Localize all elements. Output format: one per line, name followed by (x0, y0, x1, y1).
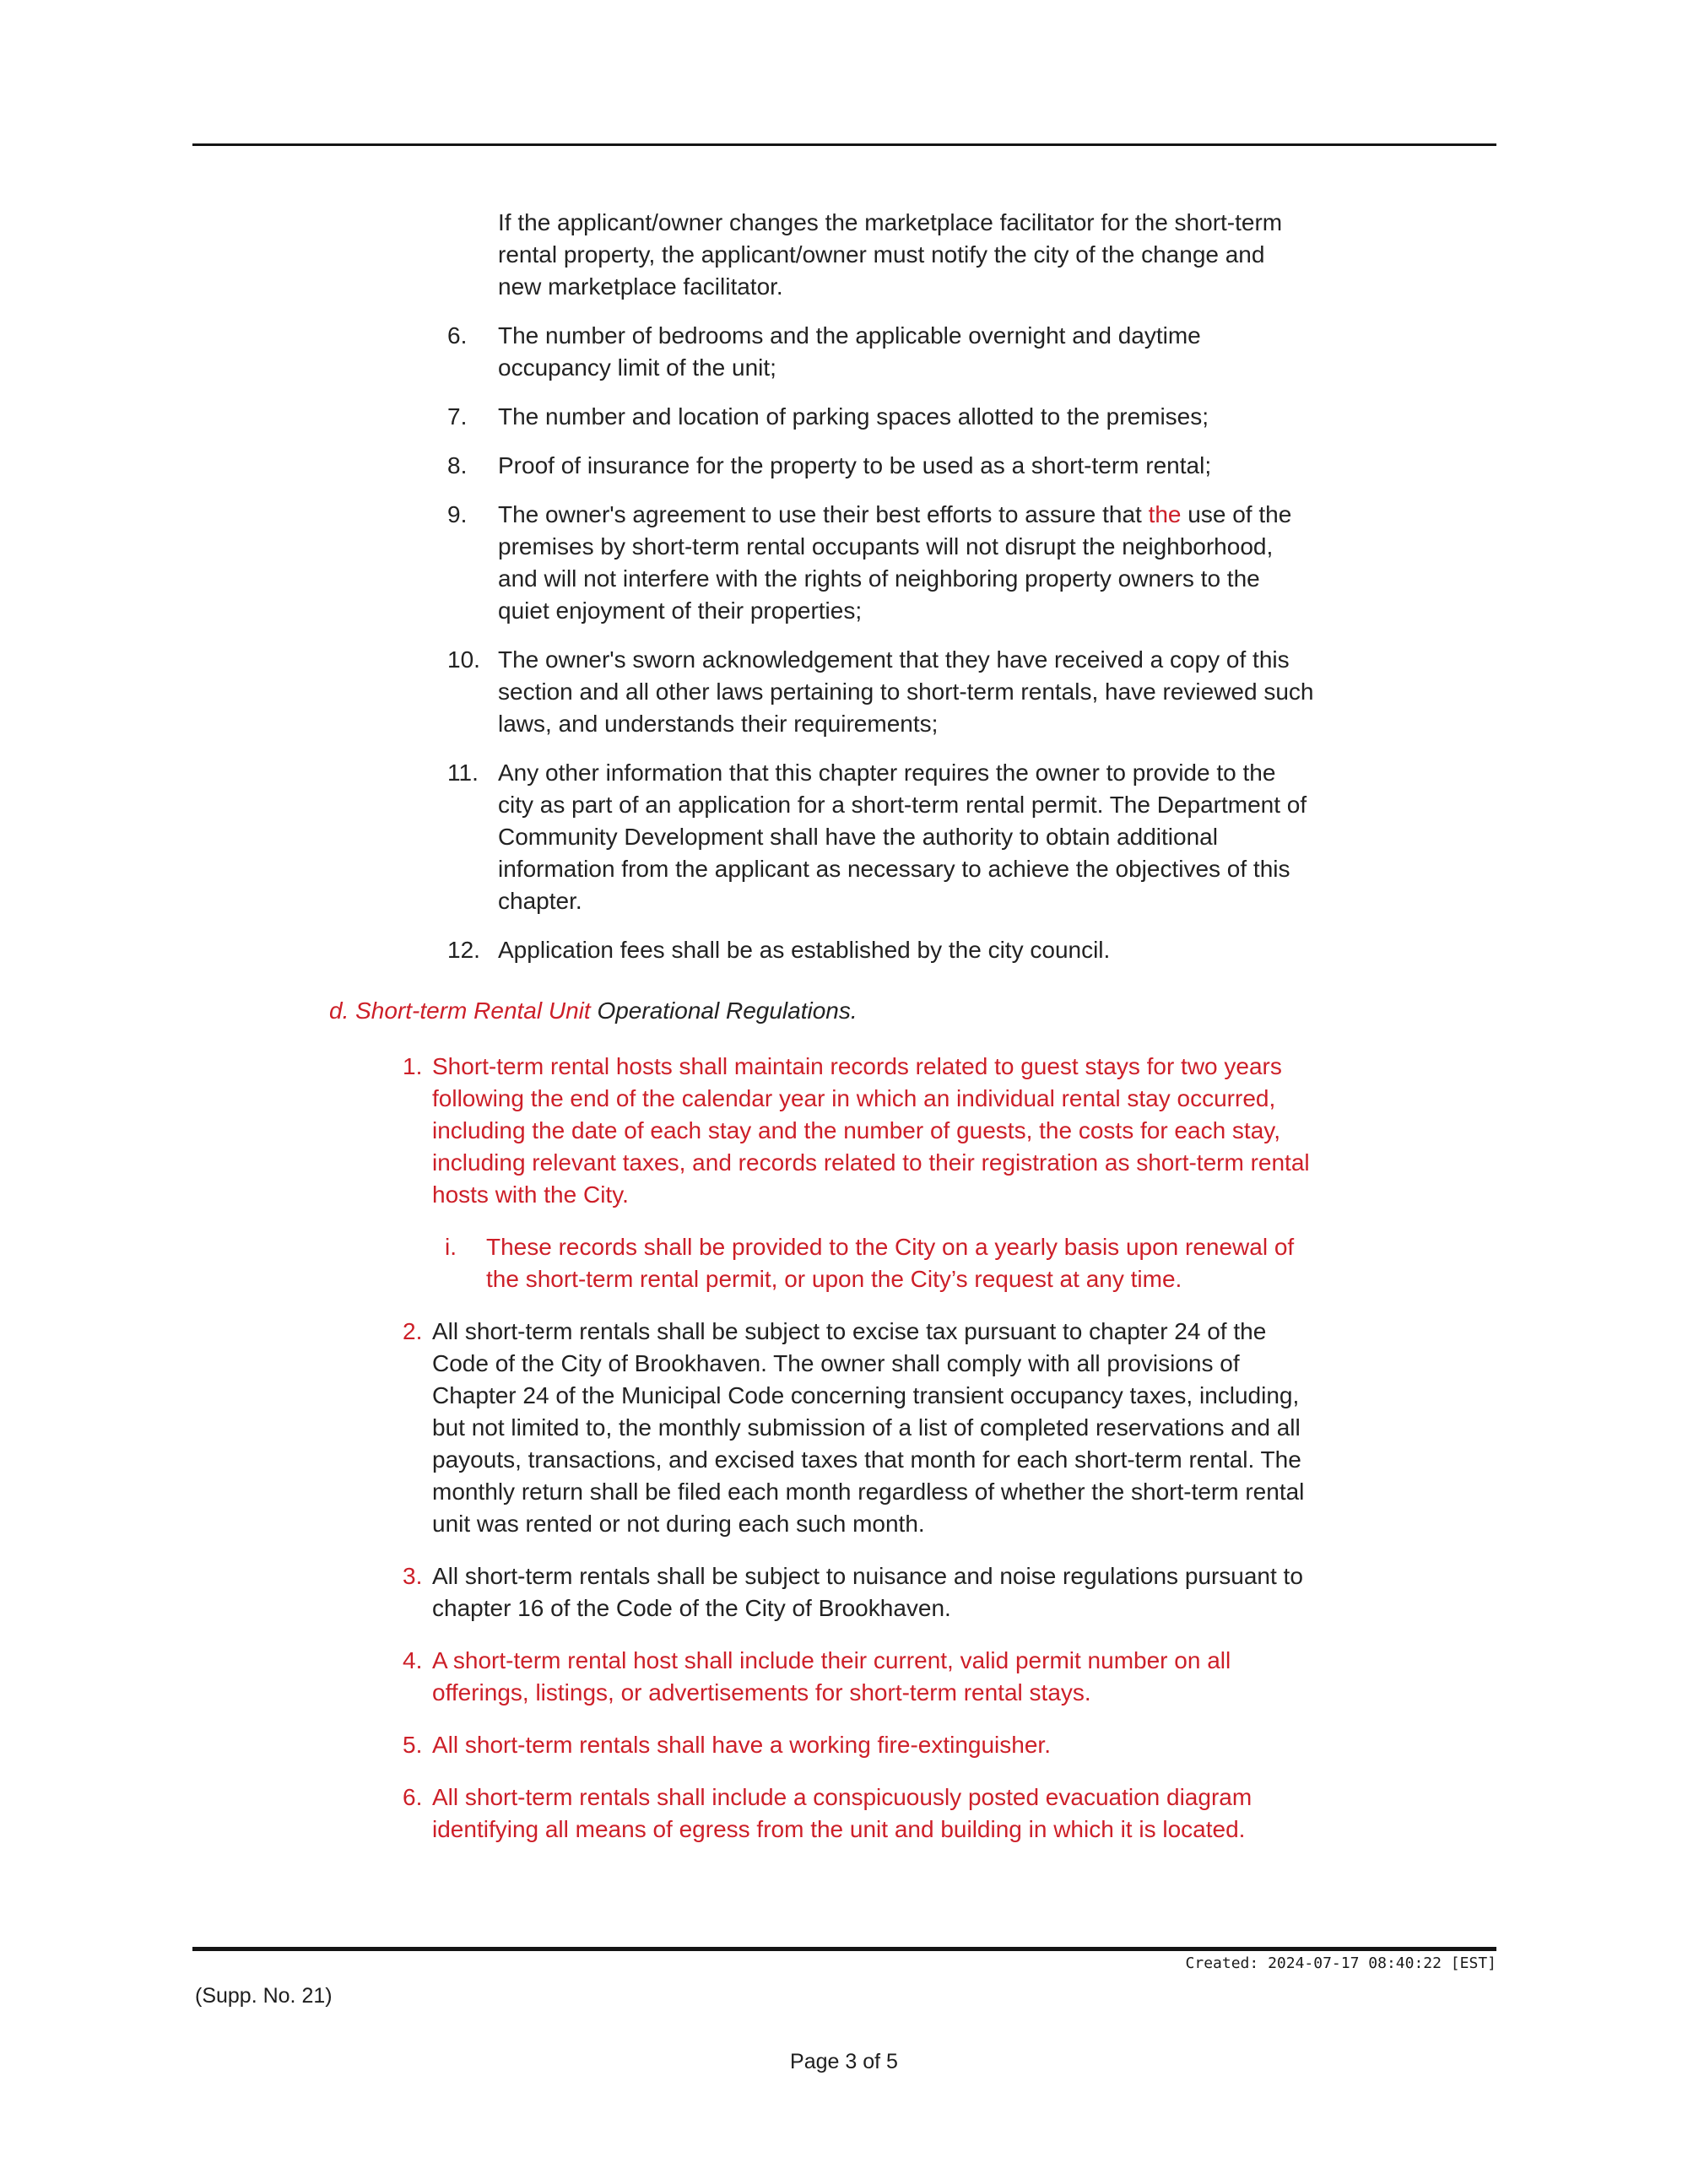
list-item-11-line: Community Development shall have the authority to obtain additional (498, 824, 1218, 850)
list-item-7-number: 7. (447, 403, 468, 430)
d-item-1 (403, 1051, 1500, 1211)
d-item-2-line: Code of the City of Brookhaven. The owner shall comply with all provisions of (432, 1350, 1240, 1376)
continuation-paragraph-line: new marketplace facilitator. (498, 273, 783, 300)
d-subitem-i (445, 1231, 1499, 1295)
list-item-10-line: section and all other laws pertaining to short-term rentals, have reviewed such (498, 678, 1314, 705)
d-item-1-line: following the end of the calendar year in which an individual rental stay occurred, (432, 1085, 1276, 1111)
list-item-10 (447, 644, 1502, 740)
document-content (0, 207, 1688, 1846)
d-item-2-line: All short-term rentals shall be subject to excise tax pursuant to chapter 24 of the (432, 1318, 1267, 1344)
list-item-6-number: 6. (447, 322, 468, 349)
d-item-5 (403, 1729, 1500, 1761)
list-item-6 (447, 320, 1502, 384)
section-heading-d-segment: Operational Regulations. (597, 997, 858, 1024)
d-item-2-line: monthly return shall be filed each month regardless of whether the short-term rental (432, 1479, 1305, 1505)
d-item-6-line: identifying all means of egress from the unit and building in which it is located. (432, 1816, 1246, 1842)
d-item-2-number: 2. (403, 1318, 423, 1344)
list-item-8-line: Proof of insurance for the property to be used as a short-term rental; (498, 452, 1212, 478)
d-item-2-line: unit was rented or not during each such month. (432, 1511, 925, 1537)
list-item-11-line: city as part of an application for a short-term rental permit. The Department of (498, 792, 1307, 818)
section-heading-d (329, 995, 1688, 1027)
list-item-12-number: 12. (447, 937, 480, 963)
footer-rule (192, 1947, 1496, 1951)
d-item-5-line: All short-term rentals shall have a working fire-extinguisher. (432, 1732, 1051, 1758)
page-number: Page 3 of 5 (790, 2050, 898, 2073)
header-rule (192, 143, 1496, 146)
list-item-8 (447, 450, 1502, 482)
d-item-2 (403, 1316, 1500, 1540)
d-item-6 (403, 1781, 1500, 1846)
d-item-6-line: All short-term rentals shall include a conspicuously posted evacuation diagram (432, 1784, 1252, 1810)
continuation-paragraph-line: rental property, the applicant/owner must notify the city of the change and (498, 241, 1265, 268)
list-item-11-line: chapter. (498, 888, 582, 914)
list-item-12 (447, 934, 1502, 966)
d-item-3-line: All short-term rentals shall be subject to nuisance and noise regulations pursuant to (432, 1563, 1303, 1589)
d-item-2-line: Chapter 24 of the Municipal Code concerning transient occupancy taxes, including, (432, 1382, 1300, 1408)
d-subitem-i-number: i. (445, 1234, 457, 1260)
list-item-6-line: occupancy limit of the unit; (498, 354, 776, 381)
d-item-4-line: offerings, listings, or advertisements for short-term rental stays. (432, 1679, 1091, 1706)
d-subitem-i-line: the short-term rental permit, or upon the City’s request at any time. (486, 1266, 1182, 1292)
list-item-10-line: The owner's sworn acknowledgement that they have received a copy of this (498, 646, 1290, 673)
list-item-12-line: Application fees shall be as established by the city council. (498, 937, 1111, 963)
d-item-4-number: 4. (403, 1647, 423, 1673)
d-subitem-i-line: These records shall be provided to the City on a yearly basis upon renewal of (486, 1234, 1295, 1260)
list-item-9 (447, 499, 1502, 627)
list-item-9-line: and will not interfere with the rights of neighboring property owners to the (498, 565, 1260, 592)
list-item-9-number: 9. (447, 501, 468, 527)
d-item-1-line: including relevant taxes, and records related to their registration as short-term rental (432, 1149, 1310, 1176)
section-heading-d-line (329, 995, 1688, 1027)
d-item-4 (403, 1645, 1500, 1709)
list-item-9-line: quiet enjoyment of their properties; (498, 597, 863, 624)
list-item-10-line: laws, and understands their requirements; (498, 711, 939, 737)
list-item-7 (447, 401, 1502, 433)
created-timestamp: Created: 2024-07-17 08:40:22 [EST] (1185, 1954, 1496, 1972)
d-item-4-line: A short-term rental host shall include their current, valid permit number on all (432, 1647, 1231, 1673)
list-item-6-line: The number of bedrooms and the applicable overnight and daytime (498, 322, 1201, 349)
continuation-paragraph (498, 207, 1502, 303)
list-item-9-line (498, 499, 1502, 531)
d-item-3-line: chapter 16 of the Code of the City of Brookhaven. (432, 1595, 951, 1621)
list-item-11 (447, 757, 1502, 917)
list-item-9-segment: The owner's agreement to use their best efforts to assure that (498, 501, 1149, 527)
d-item-1-line: including the date of each stay and the number of guests, the costs for each stay, (432, 1117, 1280, 1143)
list-item-10-number: 10. (447, 646, 480, 673)
d-item-5-number: 5. (403, 1732, 423, 1758)
list-item-9-line: premises by short-term rental occupants will not disrupt the neighborhood, (498, 533, 1274, 560)
d-item-2-line: payouts, transactions, and excised taxes that month for each short-term rental. The (432, 1446, 1301, 1473)
d-item-3 (403, 1560, 1500, 1624)
d-item-1-line: hosts with the City. (432, 1181, 629, 1208)
list-item-11-line: Any other information that this chapter requires the owner to provide to the (498, 760, 1276, 786)
list-item-8-number: 8. (447, 452, 468, 478)
d-item-3-number: 3. (403, 1563, 423, 1589)
continuation-paragraph-line: If the applicant/owner changes the marketplace facilitator for the short-term (498, 209, 1283, 235)
list-item-7-line: The number and location of parking spaces allotted to the premises; (498, 403, 1209, 430)
supplement-note: (Supp. No. 21) (195, 1984, 333, 2008)
list-item-11-line: information from the applicant as necessary to achieve the objectives of this (498, 856, 1290, 882)
d-item-6-number: 6. (403, 1784, 423, 1810)
section-heading-d-segment: d. Short-term Rental Unit (329, 997, 598, 1024)
d-item-1-number: 1. (403, 1053, 423, 1079)
list-item-9-segment: use of the (1181, 501, 1292, 527)
list-item-11-number: 11. (447, 760, 479, 786)
d-item-2-line: but not limited to, the monthly submission of a list of completed reservations and all (432, 1414, 1301, 1441)
list-item-9-segment: the (1148, 501, 1182, 527)
d-item-1-line: Short-term rental hosts shall maintain records related to guest stays for two years (432, 1053, 1282, 1079)
